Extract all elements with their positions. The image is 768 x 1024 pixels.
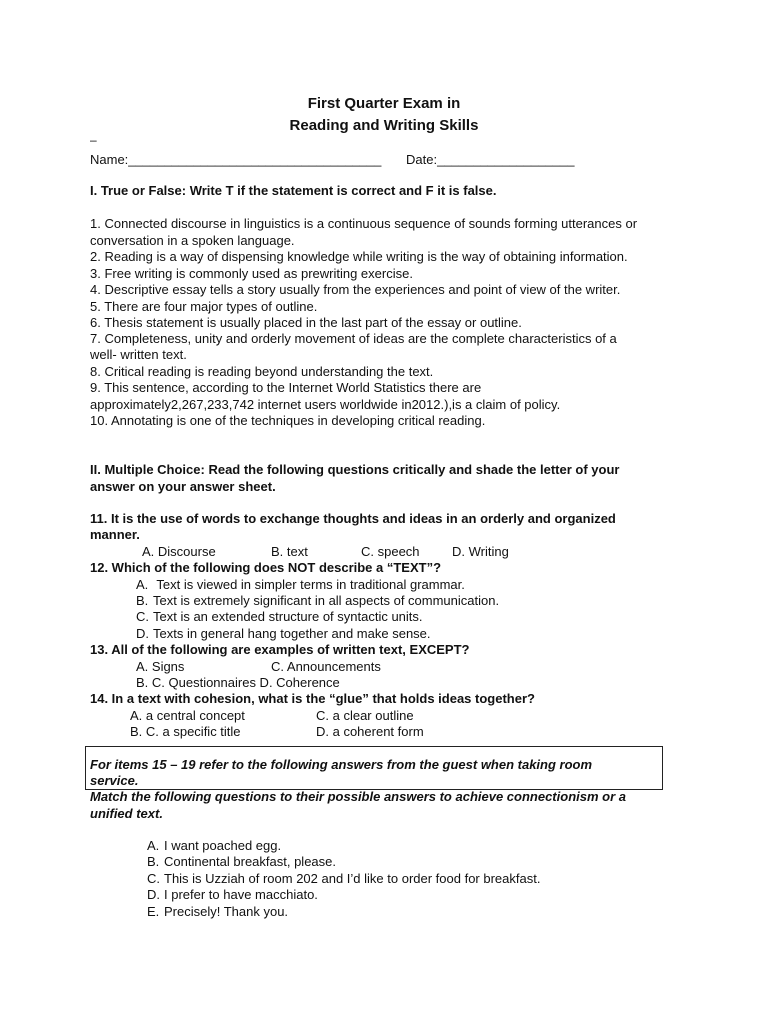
answer-option: B. Continental breakfast, please. (147, 854, 336, 869)
tf-line: 3. Free writing is commonly used as prewriting exercise. (90, 266, 413, 281)
q13-question: 13. All of the following are examples of written text, EXCEPT? (90, 642, 470, 657)
q13-option-a: A. Signs (136, 659, 185, 674)
q11-option-b: B. text (271, 544, 308, 559)
q11-option-d: D. Writing (452, 544, 509, 559)
q12-option: D. Texts in general hang together and make sense. (136, 626, 431, 641)
q11-option-a: A. Discourse (142, 544, 216, 559)
section3-line2: service. (90, 773, 139, 788)
answer-option: C. This is Uzziah of room 202 and I’d like to order food for breakfast. (147, 871, 541, 886)
exam-title-line2: Reading and Writing Skills (289, 117, 479, 134)
exam-title-line1: First Quarter Exam in (307, 95, 461, 112)
q12-option: B. Text is extremely significant in all aspects of communication. (136, 593, 500, 608)
name-field[interactable]: Name:___________________________________ (90, 152, 382, 167)
q11-line1: 11. It is the use of words to exchange thoughts and ideas in an orderly and organized (90, 511, 616, 526)
q14-option-b: B. C. a specific title (130, 724, 241, 739)
q14-question: 14. In a text with cohesion, what is the “glue” that holds ideas together? (90, 691, 535, 706)
tf-line: 10. Annotating is one of the techniques in developing critical reading. (90, 413, 486, 428)
section3-line3: Match the following questions to their possible answers to achieve connectionism or a (90, 789, 626, 804)
q14-option-c: C. a clear outline (316, 708, 414, 723)
section2-heading-line2: answer on your answer sheet. (90, 479, 276, 494)
tf-line: 4. Descriptive essay tells a story usually from the experiences and point of view of the writer. (90, 282, 621, 297)
q11-option-c: C. speech (361, 544, 420, 559)
tf-line: 1. Connected discourse in linguistics is a continuous sequence of sounds forming utterances or (90, 216, 638, 231)
tf-line: 6. Thesis statement is usually placed in the last part of the essay or outline. (90, 315, 522, 330)
tf-line: well- written text. (90, 347, 187, 362)
tf-line: 8. Critical reading is reading beyond understanding the text. (90, 364, 434, 379)
tf-line: 5. There are four major types of outline. (90, 299, 318, 314)
section3-line4: unified text. (90, 806, 163, 821)
section3-line1: For items 15 – 19 refer to the following answers from the guest when taking room (90, 757, 593, 772)
q14-option-d: D. a coherent form (316, 724, 424, 739)
section1-heading: I. True or False: Write T if the statement is correct and F it is false. (90, 183, 497, 198)
q12-question: 12. Which of the following does NOT describe a “TEXT”? (90, 560, 442, 575)
q13-option-c: C. Announcements (271, 659, 381, 674)
tf-line: approximately2,267,233,742 internet users worldwide in2012.),is a claim of policy. (90, 397, 561, 412)
q12-option: A. Text is viewed in simpler terms in traditional grammar. (136, 577, 465, 592)
q13-option-bd: B. C. Questionnaires D. Coherence (136, 675, 340, 690)
q12-option: C. Text is an extended structure of syntactic units. (136, 609, 423, 624)
tf-line: 7. Completeness, unity and orderly movement of ideas are the complete characteristics of a (90, 331, 617, 346)
section2-heading-line1: II. Multiple Choice: Read the following questions critically and shade the letter of your (90, 462, 620, 477)
answer-option: A. I want poached egg. (147, 838, 282, 853)
tf-line: 9. This sentence, according to the Internet World Statistics there are (90, 380, 482, 395)
date-field[interactable]: Date:___________________ (406, 152, 575, 167)
q11-line2: manner. (90, 527, 140, 542)
tf-line: 2. Reading is a way of dispensing knowledge while writing is the way of obtaining information. (90, 249, 628, 264)
q14-option-a: A. a central concept (130, 708, 245, 723)
stray-dash: – (90, 133, 97, 147)
answer-option: D. I prefer to have macchiato. (147, 887, 318, 902)
answer-option: E. Precisely! Thank you. (147, 904, 289, 919)
tf-line: conversation in a spoken language. (90, 233, 295, 248)
